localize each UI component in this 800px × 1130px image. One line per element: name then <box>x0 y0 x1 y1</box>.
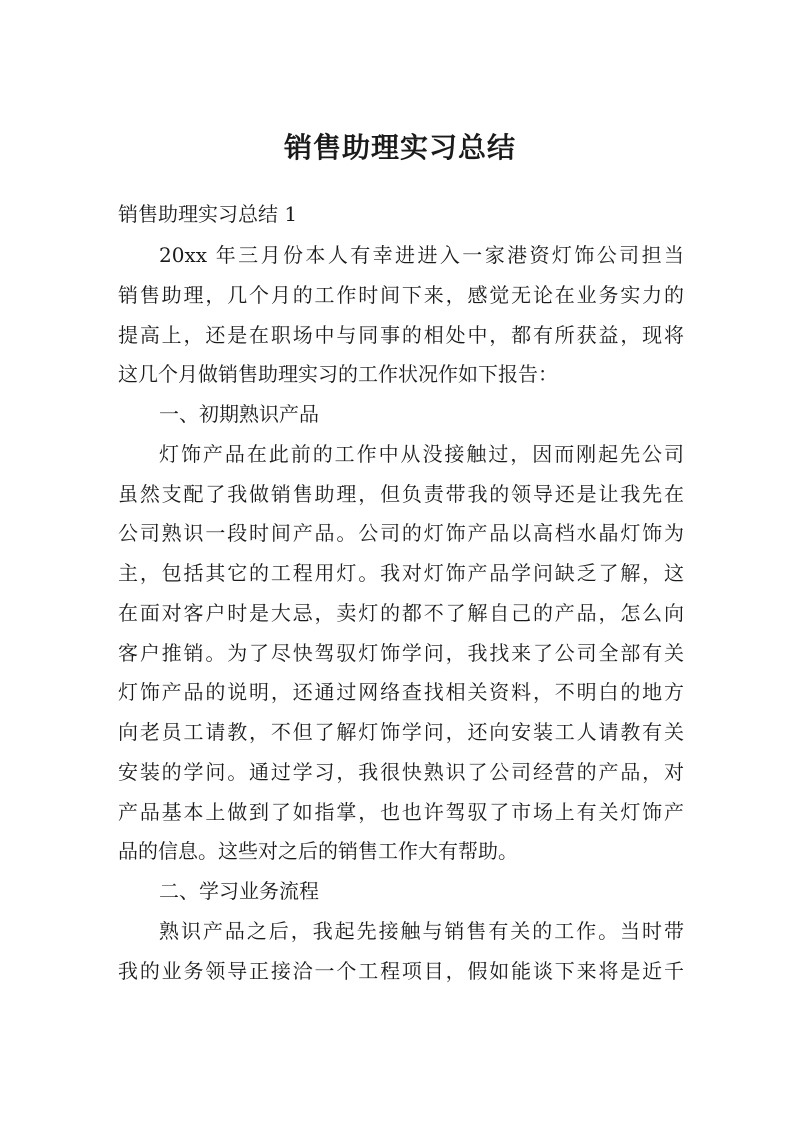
paragraph-line: 我的业务领导正接洽一个工程项目，假如能谈下来将是近千 <box>118 958 684 983</box>
paragraph-line: 主，包括其它的工程用灯。我对灯饰产品学问缺乏了解，这 <box>118 561 684 585</box>
paragraph-line: 安装的学问。通过学习，我很快熟识了公司经营的产品，对 <box>118 759 684 784</box>
paragraph-line: 虽然支配了我做销售助理，但负责带我的领导还是让我先在 <box>118 481 684 506</box>
paragraph-line: 灯饰产品在此前的工作中从没接触过，因而刚起先公司 <box>159 441 684 466</box>
paragraph-line: 灯饰产品的说明，还通过网络查找相关资料，不明白的地方 <box>118 680 684 705</box>
document-title: 销售助理实习总结 <box>283 131 516 164</box>
paragraph-line: 熟识产品之后，我起先接触与销售有关的工作。当时带 <box>159 918 684 943</box>
paragraph-line: 20xx 年三月份本人有幸进进入一家港资灯饰公司担当 <box>159 243 684 267</box>
paragraph-line: 这几个月做销售助理实习的工作状况作如下报告： <box>118 362 558 387</box>
document-body <box>118 236 684 991</box>
paragraph-line: 向老员工请教，不但了解灯饰学问，还向安装工人请教有关 <box>118 720 684 744</box>
subheading-line: 一、初期熟识产品 <box>159 402 319 426</box>
paragraph-line: 公司熟识一段时间产品。公司的灯饰产品以高档水晶灯饰为 <box>118 521 684 546</box>
subheading-line: 二、学习业务流程 <box>159 879 319 903</box>
paragraph-line: 在面对客户时是大忌，卖灯的都不了解自己的产品，怎么向 <box>118 600 684 625</box>
paragraph-line: 产品基本上做到了如指掌，也也许驾驭了市场上有关灯饰产 <box>118 799 684 824</box>
paragraph-line: 销售助理，几个月的工作时间下来，感觉无论在业务实力的 <box>118 282 684 307</box>
paragraph-line: 提高上，还是在职场中与同事的相处中，都有所获益，现将 <box>118 322 684 347</box>
section-heading: 销售助理实习总结 1 <box>118 202 298 226</box>
paragraph-line: 客户推销。为了尽快驾驭灯饰学问，我找来了公司全部有关 <box>118 640 684 665</box>
paragraph-line: 品的信息。这些对之后的销售工作大有帮助。 <box>118 839 518 864</box>
